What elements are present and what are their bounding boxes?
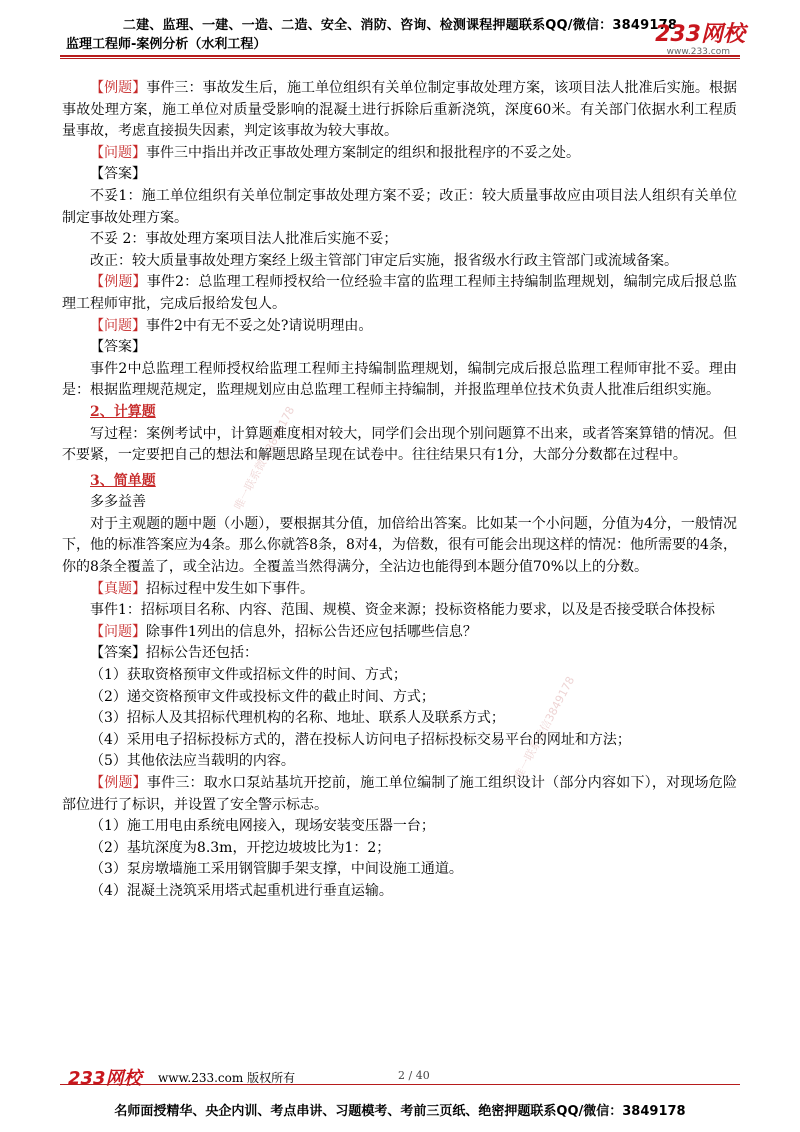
paragraph: 多多益善 xyxy=(90,494,146,511)
paragraph xyxy=(62,579,737,601)
header-subtitle: 监理工程师-案例分析（水利工程） xyxy=(66,37,267,52)
real-exam-tag: 【真题】 xyxy=(90,580,146,597)
footer-logo: 233网校 xyxy=(68,1068,142,1089)
answer-tag: 【答案】 xyxy=(90,645,146,662)
section-heading-text: 2、计算题 xyxy=(90,403,156,420)
paragraph-text: 事件三：取水口泵站基坑开挖前，施工单位编制了施工组织设计（部分内容如下），对现场危险部位进行了标识，并设置了安全警示标志。 xyxy=(62,775,737,813)
answer-label: 【答案】 xyxy=(90,166,146,183)
paragraph-text: 事件三：事故发生后，施工单位组织有关单位制定事故处理方案，该项目法人批准后实施。根据事故处理方案，施工单位对质量受影响的混凝土进行拆除后重新浇筑，深度60米。有关部门依据水利工程质量事故，考虑直接损失因素，判定该事故为较大事故。 xyxy=(62,80,738,140)
paragraph: 改正：较大质量事故处理方案经上级主管部门审定后实施，报省级水行政主管部门或流域备案。 xyxy=(90,252,678,269)
list-item: （1）获取资格预审文件或招标文件的时间、方式； xyxy=(90,667,407,684)
answer-label: 【答案】 xyxy=(90,339,146,356)
watermark-2: 唯一联系微信3849178 xyxy=(511,674,578,783)
footer-bottom-line: 名师面授精华、央企内训、考点串讲、习题模考、考前三页纸、绝密押题联系QQ/微信：3849178 xyxy=(114,1104,686,1119)
section-heading xyxy=(62,402,737,424)
example-tag: 【例题】 xyxy=(90,80,147,96)
question-tag: 【问题】 xyxy=(90,144,146,161)
paragraph-text: 事件三中指出并改正事故处理方案制定的组织和报批程序的不妥之处。 xyxy=(146,144,580,161)
paragraph: 不妥1：施工单位组织有关单位制定事故处理方案不妥；改正：较大质量事故应由项目法人组织有关单位制定事故处理方案。 xyxy=(62,187,737,226)
paragraph: 事件1：招标项目名称、内容、范围、规模、资金来源；投标资格能力要求，以及是否接受联合体投标 xyxy=(90,602,715,619)
header-divider xyxy=(60,55,740,59)
list-item: （2）递交资格预审文件或投标文件的截止时间、方式； xyxy=(90,688,435,705)
paragraph xyxy=(62,78,737,143)
list-item: （3）泵房墩墙施工采用钢管脚手架支撑，中间设施工通道。 xyxy=(90,861,463,878)
paragraph xyxy=(62,773,737,816)
paragraph xyxy=(62,643,737,665)
paragraph-text: 事件2中有无不妥之处?请说明理由。 xyxy=(146,317,373,334)
list-item: （3）招标人及其招标代理机构的名称、地址、联系人及联系方式； xyxy=(90,710,505,727)
brand-logo-url: www.233.com xyxy=(666,47,730,57)
question-tag: 【问题】 xyxy=(90,623,146,640)
paragraph: 对于主观题的题中题（小题），要根据其分值，加倍给出答案。比如某一个小问题，分值为4分，一般情况下，他的标准答案应为4条。那么你就答8条，8对4，为倍数，很有可能会出现这样的情况：他所需要的4条，你的8条全覆盖了，或全沾边。全覆盖当然得满分，全沾边也能得到本题分值70%以上的分数。 xyxy=(62,515,737,576)
footer-divider xyxy=(60,1084,740,1085)
list-item: （2）基坑深度为8.3m，开挖边坡坡比为1：2； xyxy=(90,839,391,856)
paragraph: 事件2中总监理工程师授权给监理工程师主持编制监理规划，编制完成后报总监理工程师审批不妥。理由是：根据监理规范规定，监理规划应由总监理工程师主持编制，并报监理单位技术负责人批准后组织实施。 xyxy=(62,360,737,399)
brand-logo: 233网校 xyxy=(655,22,745,47)
list-item: （1）施工用电由系统电网接入，现场安装变压器一台； xyxy=(90,818,435,835)
paragraph: 写过程：案例考试中，计算题难度相对较大，同学们会出现个别问题算不出来，或者答案算错的情况。但不要紧，一定要把自己的想法和解题思路呈现在试卷中。往往结果只有1分，大部分分数都在过程中。 xyxy=(62,425,737,464)
paragraph-text: 招标公告还包括： xyxy=(146,645,258,662)
list-item: （4）混凝土浇筑采用塔式起重机进行垂直运输。 xyxy=(90,882,393,899)
paragraph-text: 除事件1列出的信息外，招标公告还应包括哪些信息？ xyxy=(146,623,477,640)
section-heading xyxy=(62,471,737,493)
paragraph xyxy=(62,143,737,165)
header-top-line: 二建、监理、一建、一造、二造、安全、消防、咨询、检测课程押题联系QQ/微信：3849178 xyxy=(122,18,678,33)
question-tag: 【问题】 xyxy=(90,317,146,334)
document-body xyxy=(62,78,737,903)
example-tag: 【例题】 xyxy=(90,274,147,291)
watermark-1: 唯一联系微信3849178 xyxy=(231,404,298,513)
page-number: 2 / 40 xyxy=(398,1069,430,1082)
paragraph: 不妥 2：事故处理方案项目法人批准后实施不妥； xyxy=(90,231,398,248)
paragraph-text: 招标过程中发生如下事件。 xyxy=(146,580,314,597)
section-heading-text: 3、简单题 xyxy=(90,472,156,489)
footer-site: www.233.com 版权所有 xyxy=(158,1071,296,1085)
paragraph xyxy=(62,316,737,338)
paragraph xyxy=(62,272,737,315)
example-tag: 【例题】 xyxy=(90,775,147,791)
paragraph-text: 事件2：总监理工程师授权给一位经验丰富的监理工程师主持编制监理规划，编制完成后报总监理工程师审批，完成后报给发包人。 xyxy=(62,274,738,312)
list-item: （5）其他依法应当载明的内容。 xyxy=(90,753,295,770)
list-item: （4）采用电子招标投标方式的，潜在投标人访问电子招标投标交易平台的网址和方法； xyxy=(90,731,631,748)
paragraph xyxy=(62,622,737,644)
